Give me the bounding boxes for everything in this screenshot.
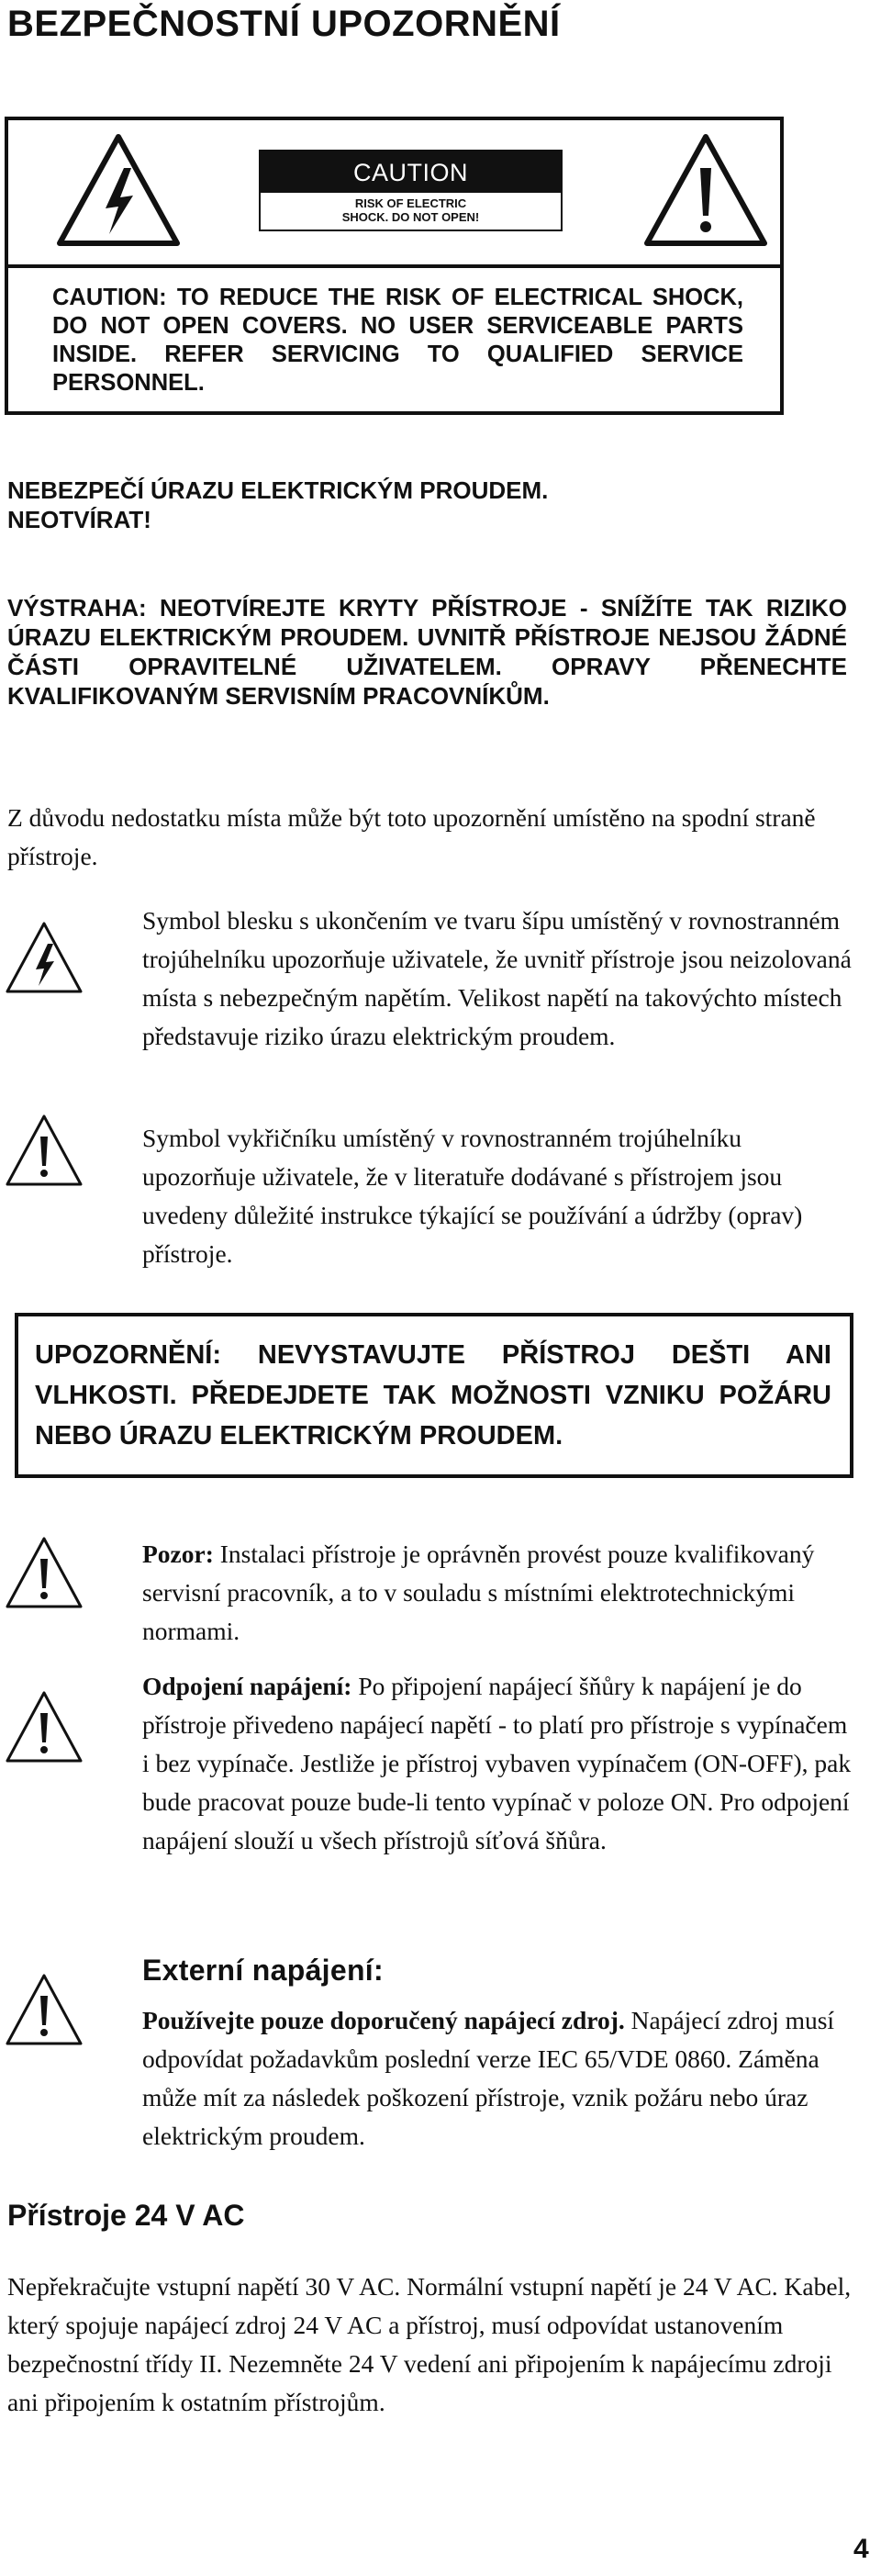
ac-devices-text: Nepřekračujte vstupní napětí 30 V AC. Normální vstupní napětí je 24 V AC. Kabel, který spojuje napájecí zdroj 24 V AC a přístroj, musí odpovídat ustanovením bezpečnostní třídy II. Nezemněte 24 V vedení ani připojením k napájecímu zdroji ani připojením k ostatním přístrojům. — [7, 2272, 852, 2416]
caution-text: CAUTION: TO REDUCE THE RISK OF ELECTRICAL SHOCK, DO NOT OPEN COVERS. NO USER SERVICEABLE PARTS INSIDE. REFER SERVICING TO QUALIFIED SERVICE PERSONNEL. — [52, 285, 743, 396]
exclamation-warning-icon — [641, 131, 770, 251]
exclamation-symbol-explanation: Symbol vykřičníku umístěný v rovnostranném trojúhelníku upozorňuje uživatele, že v literatuře dodávané s přístrojem jsou uvedeny důležité instrukce týkající se používání a údržby (oprav) přístroje. — [142, 1124, 803, 1268]
external-power-text: Napájecí zdroj musí odpovídat požadavkům poslední verze IEC 65/VDE 0860. Záměna může mít za následek poškození přístroje, vznik požáru nebo úraz elektrickým proudem. — [142, 2006, 835, 2150]
moisture-warning-box — [15, 1313, 853, 1478]
external-power-label: Používejte pouze doporučený napájecí zdroj. — [142, 2006, 625, 2034]
caution-box — [5, 117, 784, 415]
lightning-triangle-icon — [4, 920, 84, 995]
caution-label — [259, 150, 563, 231]
exclamation-triangle-icon — [4, 1113, 84, 1188]
caution-label-sub-line-1: RISK OF ELECTRIC — [354, 196, 467, 210]
shock-warning-line-2: NEOTVÍRAT! — [7, 506, 151, 533]
lightning-warning-icon — [54, 131, 183, 251]
installation-notice-label: Pozor: — [142, 1540, 214, 1568]
placement-note: Z důvodu nedostatku místa může být toto upozornění umístěno na spodní straně přístroje. — [7, 803, 816, 870]
exclamation-triangle-icon — [4, 1972, 84, 2047]
cover-warning: VÝSTRAHA: NEOTVÍREJTE KRYTY PŘÍSTROJE - SNÍŽÍTE TAK RIZIKO ÚRAZU ELEKTRICKÝM PROUDEM. UVNITŘ PŘÍSTROJE NEJSOU ŽÁDNÉ ČÁSTI OPRAVITELNÉ UŽIVATELEM. OPRAVY PŘENECHTE KVALIFIKOVANÝM SERVISNÍM PRACOVNÍKŮM. — [7, 594, 847, 710]
shock-warning — [7, 476, 787, 534]
power-disconnect-text: Po připojení napájecí šňůry k napájení je do přístroje přivedeno napájecí napětí - to platí pro přístroje s vypínačem i bez vypínače. Jestliže je přístroj vybaven vypínačem (ON-OFF), pak bude pracovat pouze bude-li tento vypínač v poloze ON. Pro odpojení napájení slouží u všech přístrojů síťová šňůra. — [142, 1672, 852, 1854]
page-title: BEZPEČNOSTNÍ UPOZORNĚNÍ — [7, 4, 561, 44]
installation-notice — [142, 1535, 858, 1651]
shock-warning-line-1: NEBEZPEČÍ ÚRAZU ELEKTRICKÝM PROUDEM. — [7, 476, 549, 504]
caution-label-sub — [259, 193, 563, 231]
exclamation-triangle-icon — [4, 1689, 84, 1764]
caution-label-sub-line-2: SHOCK. DO NOT OPEN! — [341, 210, 480, 224]
moisture-warning-text: UPOZORNĚNÍ: NEVYSTAVUJTE PŘÍSTROJ DEŠTI ANI VLHKOSTI. PŘEDEJDETE TAK MOŽNOSTI VZNIKU POŽÁRU NEBO ÚRAZU ELEKTRICKÝM PROUDEM. — [35, 1340, 831, 1450]
caution-label-head: CAUTION — [353, 159, 468, 186]
external-power-notice — [142, 2001, 858, 2156]
caution-box-divider — [8, 264, 780, 268]
installation-notice-text: Instalaci přístroje je oprávněn provést pouze kvalifikovaný servisní pracovník, a to v souladu s místními elektrotechnickými normami. — [142, 1540, 815, 1645]
ac-devices-heading: Přístroje 24 V AC — [7, 2199, 245, 2232]
power-disconnect-label: Odpojení napájení: — [142, 1672, 352, 1700]
page-number: 4 — [853, 2534, 869, 2564]
power-disconnect-notice — [142, 1667, 858, 1860]
exclamation-triangle-icon — [4, 1535, 84, 1610]
lightning-symbol-explanation: Symbol blesku s ukončením ve tvaru šípu umístěný v rovnostranném trojúhelníku upozorňuje uživatele, že uvnitř přístroje jsou neizolovaná místa s nebezpečným napětím. Velikost napětí na takovýchto místech představuje riziko úrazu elektrickým proudem. — [142, 906, 852, 1050]
external-power-heading: Externí napájení: — [142, 1954, 384, 1987]
